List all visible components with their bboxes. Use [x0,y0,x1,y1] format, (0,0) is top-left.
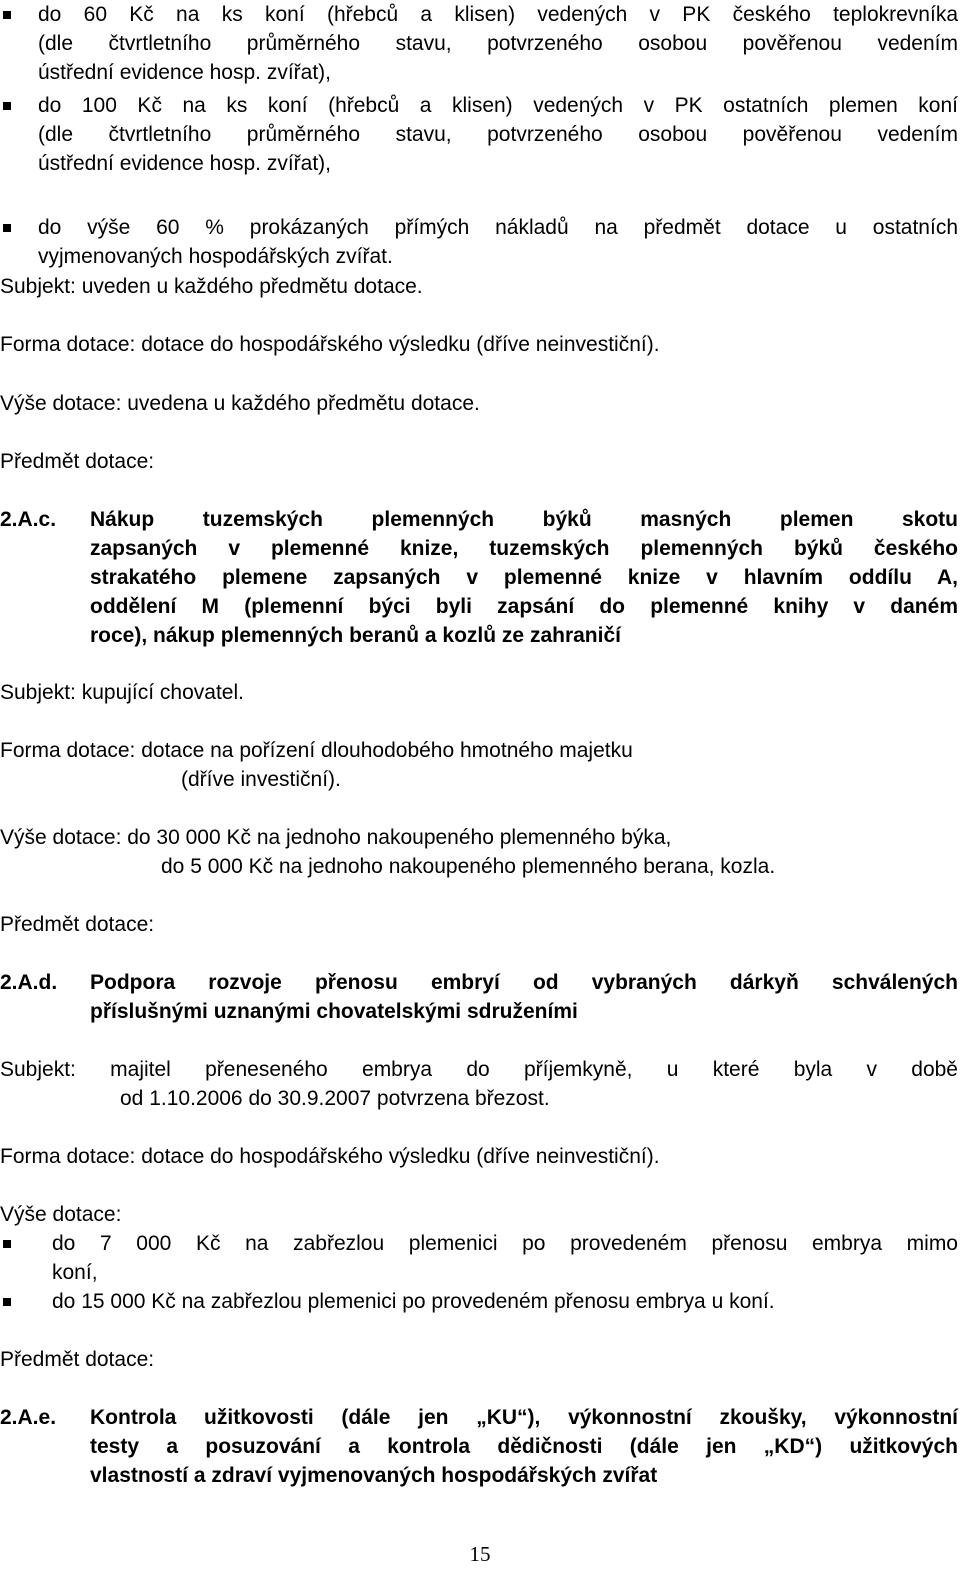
item-code: 2.A.e. [0,1406,57,1429]
predmet-label: Předmět dotace: [0,913,155,936]
item-code: 2.A.c. [0,508,57,531]
subjekt-line [0,1055,958,1084]
list-item: do 60 Kč na ks koní (hřebců a klisen) vedených v PK českého teplokrevníka (dle čtvrtletního průměrného stavu, potvrzeného osobou pověřenou vedením ústřední evidence hosp. zvířat), [0,0,958,87]
subjekt-label: Subjekt: [0,275,76,298]
subjekt-text-continued: od 1.10.2006 do 30.9.2007 potvrzena březost. [120,1087,550,1110]
bullet-square-icon [3,1298,11,1306]
vyse-text: uvedena u každého předmětu dotace. [121,392,480,415]
item-heading: 2.A.c. Nákup tuzemských plemenných býků masných plemen skotu zapsaných v plemenné knize, tuzemských plemenných býků českého strakatého plemene zapsaných v plemenné knize v hlavním oddílu A, oddělení M (plemenní býci byli zapsání do plemenné knihy v daném roce), nákup plemenných beranů a kozlů ze zahraničí [0,505,958,650]
list-item: do výše 60 % prokázaných přímých nákladů na předmět dotace u ostatních vyjmenovaných hospodářských zvířat. [0,213,958,271]
bullet-square-icon [3,102,11,110]
vyse-line [0,823,958,852]
subjekt-text: majitel přeneseného embrya do příjemkyně, u které byla v době [75,1058,958,1081]
list-item: do 7 000 Kč na zabřezlou plemenici po provedeném přenosu embrya mimo koní, [0,1229,958,1287]
bullet-square-icon [3,1240,11,1248]
forma-text: dotace na pořízení dlouhodobého hmotného majetku [135,739,633,762]
page-number: 15 [469,1542,491,1566]
forma-label: Forma dotace: [0,333,136,356]
subjekt-text: uveden u každého předmětu dotace. [75,275,423,298]
vyse-label: Výše dotace: [0,826,122,849]
forma-label: Forma dotace: [0,1145,136,1168]
subjekt-line [0,272,958,301]
vyse-label: Výše dotace: [0,392,122,415]
vyse-text: do 30 000 Kč na jednoho nakoupeného plemenného býka, [121,826,672,849]
forma-line [0,330,958,359]
vyse-label: Výše dotace: [0,1203,122,1226]
subjekt-label: Subjekt: [0,1058,76,1081]
item-heading: 2.A.e. Kontrola užitkovosti (dále jen „KU“), výkonnostní zkoušky, výkonnostní testy a posuzování a kontrola dědičnosti (dále jen „KD“) užitkových vlastností a zdraví vyjmenovaných hospodářských zvířat [0,1403,958,1490]
subjekt-label: Subjekt: [0,681,76,704]
forma-text-continued: (dříve investiční). [181,768,341,791]
forma-label: Forma dotace: [0,739,136,762]
forma-line [0,736,958,765]
item-code: 2.A.d. [0,971,58,994]
forma-text: dotace do hospodářského výsledku (dříve neinvestiční). [135,1145,660,1168]
forma-text: dotace do hospodářského výsledku (dříve neinvestiční). [135,333,660,356]
list-item: do 100 Kč na ks koní (hřebců a klisen) vedených v PK ostatních plemen koní (dle čtvrtletního průměrného stavu, potvrzeného osobou pověřenou vedením ústřední evidence hosp. zvířat), [0,91,958,178]
vyse-text-continued: do 5 000 Kč na jednoho nakoupeného plemenného berana, kozla. [161,855,776,878]
list-item: do 15 000 Kč na zabřezlou plemenici po provedeném přenosu embrya u koní. [0,1287,958,1316]
predmet-label: Předmět dotace: [0,1348,155,1371]
forma-line [0,1142,958,1171]
item-heading: 2.A.d. Podpora rozvoje přenosu embryí od vybraných dárkyň schválených příslušnými uznanými chovatelskými sdruženími [0,968,958,1026]
subjekt-text: kupující chovatel. [75,681,244,704]
bullet-square-icon [3,11,11,19]
vyse-line [0,389,958,418]
predmet-label: Předmět dotace: [0,450,155,473]
bullet-square-icon [3,224,11,232]
subjekt-line [0,678,958,707]
